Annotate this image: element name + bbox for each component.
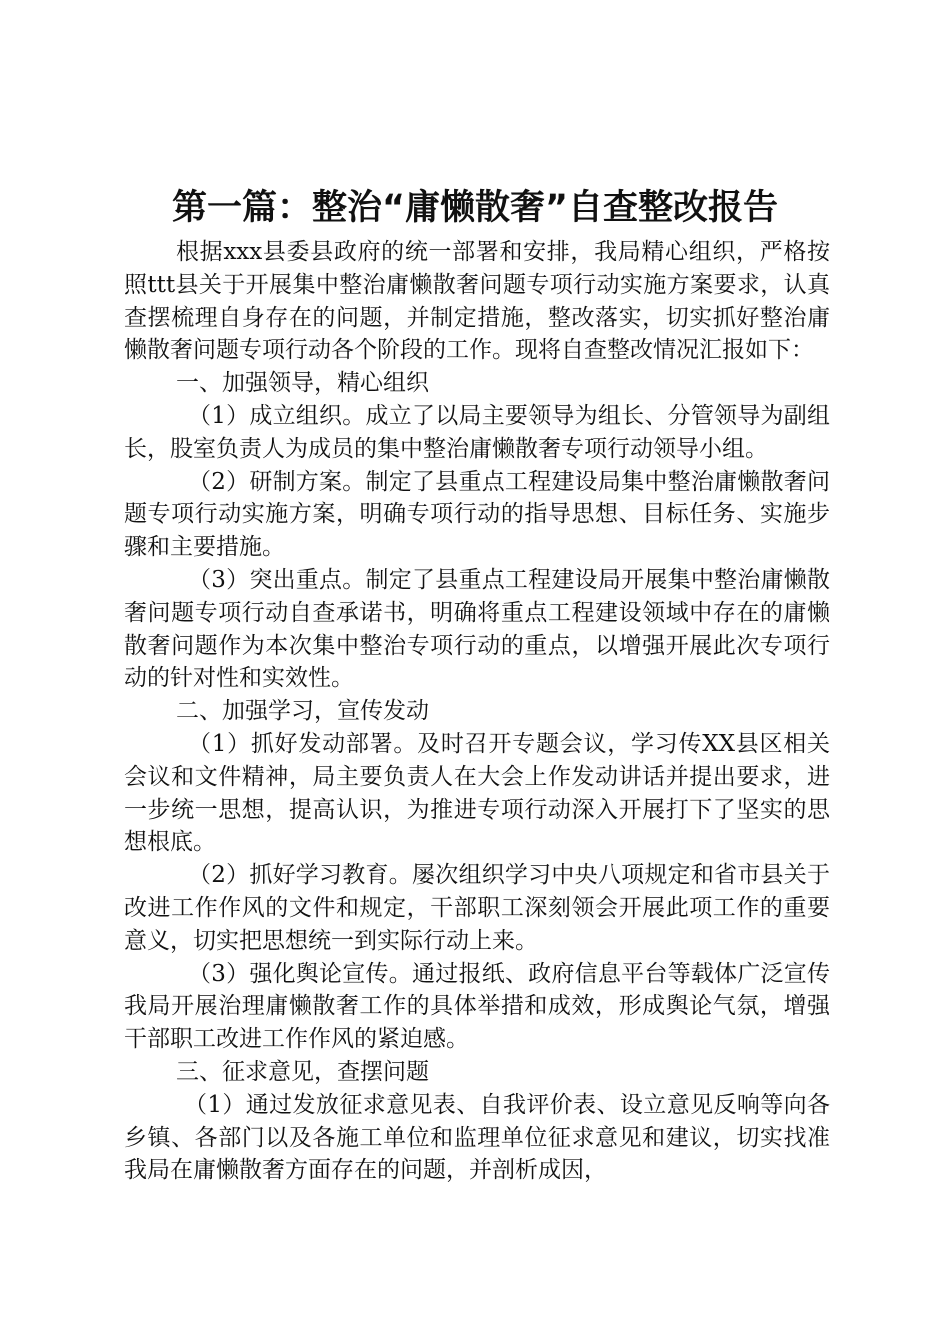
section-2-item-1: （1）抓好发动部署。及时召开专题会议，学习传XX县区相关会议和文件精神，局主要负责人在大会上作发动讲话并提出要求，进一步统一思想，提高认识，为推进专项行动深入开展打下了坚实的思想根底。 <box>124 730 830 856</box>
section-3-item-1: （1）通过发放征求意见表、自我评价表、设立意见反响等向各乡镇、各部门以及各施工单位和监理单位征求意见和建议，切实找准我局在庸懒散奢方面存在的问题，并剖析成因， <box>124 1091 830 1184</box>
section-2-item-2: （2）抓好学习教育。屡次组织学习中央八项规定和省市县关于改进工作作风的文件和规定，干部职工深刻领会开展此项工作的重要意义，切实把思想统一到实际行动上来。 <box>124 862 830 954</box>
section-1-item-1: （1）成立组织。成立了以局主要领导为组长、分管领导为副组长，股室负责人为成员的集中整治庸懒散奢专项行动领导小组。 <box>124 402 830 462</box>
document-body <box>124 236 830 1187</box>
section-heading-3: 三、征求意见，查摆问题 <box>176 1058 429 1085</box>
section-1-item-2: （2）研制方案。制定了县重点工程建设局集中整治庸懒散奢问题专项行动实施方案，明确专项行动的指导思想、目标任务、实施步骤和主要措施。 <box>124 468 830 561</box>
document-title: 第一篇：整治“庸懒散奢”自查整改报告 <box>171 188 778 228</box>
intro-paragraph: 根据xxx县委县政府的统一部署和安排，我局精心组织，严格按照ttt县关于开展集中整治庸懒散奢问题专项行动实施方案要求，认真查摆梳理自身存在的问题，并制定措施，整改落实，切实抓好整治庸懒散奢问题专项行动各个阶段的工作。现将自查整改情况汇报如下： <box>124 239 830 364</box>
section-heading-1: 一、加强领导，精心组织 <box>176 370 429 397</box>
section-2-item-3: （3）强化舆论宣传。通过报纸、政府信息平台等载体广泛宣传我局开展治理庸懒散奢工作的具体举措和成效，形成舆论气氛，增强干部职工改进工作作风的紧迫感。 <box>124 960 830 1053</box>
section-heading-2: 二、加强学习，宣传发动 <box>176 698 429 725</box>
section-1-item-3: （3）突出重点。制定了县重点工程建设局开展集中整治庸懒散奢问题专项行动自查承诺书，明确将重点工程建设领域中存在的庸懒散奢问题作为本次集中整治专项行动的重点，以增强开展此次专项行动的针对性和实效性。 <box>124 566 830 692</box>
